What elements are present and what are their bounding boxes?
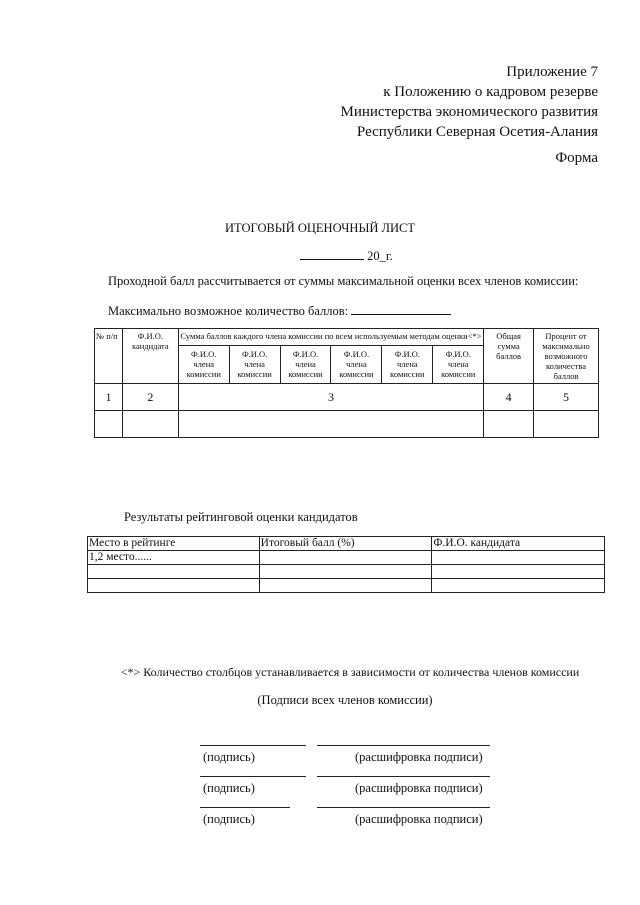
header-num: № п/п (95, 329, 123, 384)
table-row (88, 551, 605, 565)
footnote: <*> Количество столбцов устанавливается в зависимости от количества членов комиссии (120, 665, 580, 679)
header-total: Общая сумма баллов (484, 329, 534, 384)
signature-line[interactable] (200, 807, 290, 808)
score-table (94, 328, 599, 438)
empty-cell[interactable] (95, 411, 123, 438)
header-member: Ф.И.О. члена комиссии (433, 345, 484, 384)
max-score-line (108, 302, 451, 319)
header-member: Ф.И.О. члена комиссии (331, 345, 382, 384)
column-number: 5 (534, 384, 599, 411)
column-number: 3 (178, 384, 483, 411)
appendix-line-4: Республики Северная Осетия-Алания (356, 124, 598, 140)
rating-cell[interactable] (259, 551, 432, 565)
decode-label: (расшифровка подписи) (355, 750, 483, 764)
date-suffix: 20_г. (367, 249, 393, 263)
max-score-label: Максимально возможное количество баллов: (108, 304, 349, 318)
appendix-header (341, 62, 598, 142)
signature-label: (подпись) (203, 812, 255, 826)
column-number: 1 (95, 384, 123, 411)
rating-cell[interactable] (88, 579, 260, 593)
signature-label: (подпись) (203, 781, 255, 795)
date-blank[interactable] (300, 247, 364, 260)
rating-cell[interactable] (88, 565, 260, 579)
rating-cell[interactable] (259, 579, 432, 593)
decode-label: (расшифровка подписи) (355, 812, 483, 826)
max-score-blank[interactable] (351, 302, 451, 315)
appendix-line-1: Приложение 7 (506, 64, 598, 80)
column-number: 2 (122, 384, 178, 411)
header-fio-candidate: Ф.И.О. кандидата (122, 329, 178, 384)
header-member: Ф.И.О. члена комиссии (280, 345, 331, 384)
signatures-title: (Подписи всех членов комиссии) (257, 693, 433, 707)
rating-title: Результаты рейтинговой оценки кандидатов (124, 510, 358, 524)
header-percent: Процент от максимально возможного количества баллов (534, 329, 599, 384)
decode-line[interactable] (317, 807, 490, 808)
appendix-line-3: Министерства экономического развития (340, 104, 598, 120)
rating-header-place: Место в рейтинге (88, 537, 260, 551)
rating-cell[interactable]: 1,2 место...... (88, 551, 260, 565)
empty-cell[interactable] (178, 411, 483, 438)
empty-cell[interactable] (122, 411, 178, 438)
decode-line[interactable] (317, 776, 490, 777)
decode-line[interactable] (317, 745, 490, 746)
passing-score-text: Проходной балл рассчитывается от суммы максимальной оценки всех членов комиссии: (108, 274, 579, 288)
rating-cell[interactable] (259, 565, 432, 579)
rating-header-row (88, 537, 605, 551)
empty-cell[interactable] (534, 411, 599, 438)
table-row (88, 579, 605, 593)
column-number: 4 (484, 384, 534, 411)
decode-label: (расшифровка подписи) (355, 781, 483, 795)
table-row (88, 565, 605, 579)
document-title: ИТОГОВЫЙ ОЦЕНОЧНЫЙ ЛИСТ (225, 221, 415, 235)
rating-header-score: Итоговый балл (%) (259, 537, 432, 551)
rating-cell[interactable] (432, 551, 605, 565)
empty-cell[interactable] (484, 411, 534, 438)
rating-table (87, 536, 605, 593)
date-line (300, 247, 393, 264)
appendix-line-2: к Положению о кадровом резерве (383, 84, 598, 100)
header-member: Ф.И.О. члена комиссии (382, 345, 433, 384)
header-member: Ф.И.О. члена комиссии (178, 345, 229, 384)
rating-header-fio: Ф.И.О. кандидата (432, 537, 605, 551)
signature-label: (подпись) (203, 750, 255, 764)
header-sum-each: Сумма баллов каждого члена комиссии по всем используемым методам оценки<*> (178, 329, 483, 346)
signature-line[interactable] (200, 745, 306, 746)
signature-line[interactable] (200, 776, 306, 777)
rating-cell[interactable] (432, 579, 605, 593)
form-label: Форма (555, 150, 598, 166)
rating-cell[interactable] (432, 565, 605, 579)
header-member: Ф.И.О. члена комиссии (229, 345, 280, 384)
